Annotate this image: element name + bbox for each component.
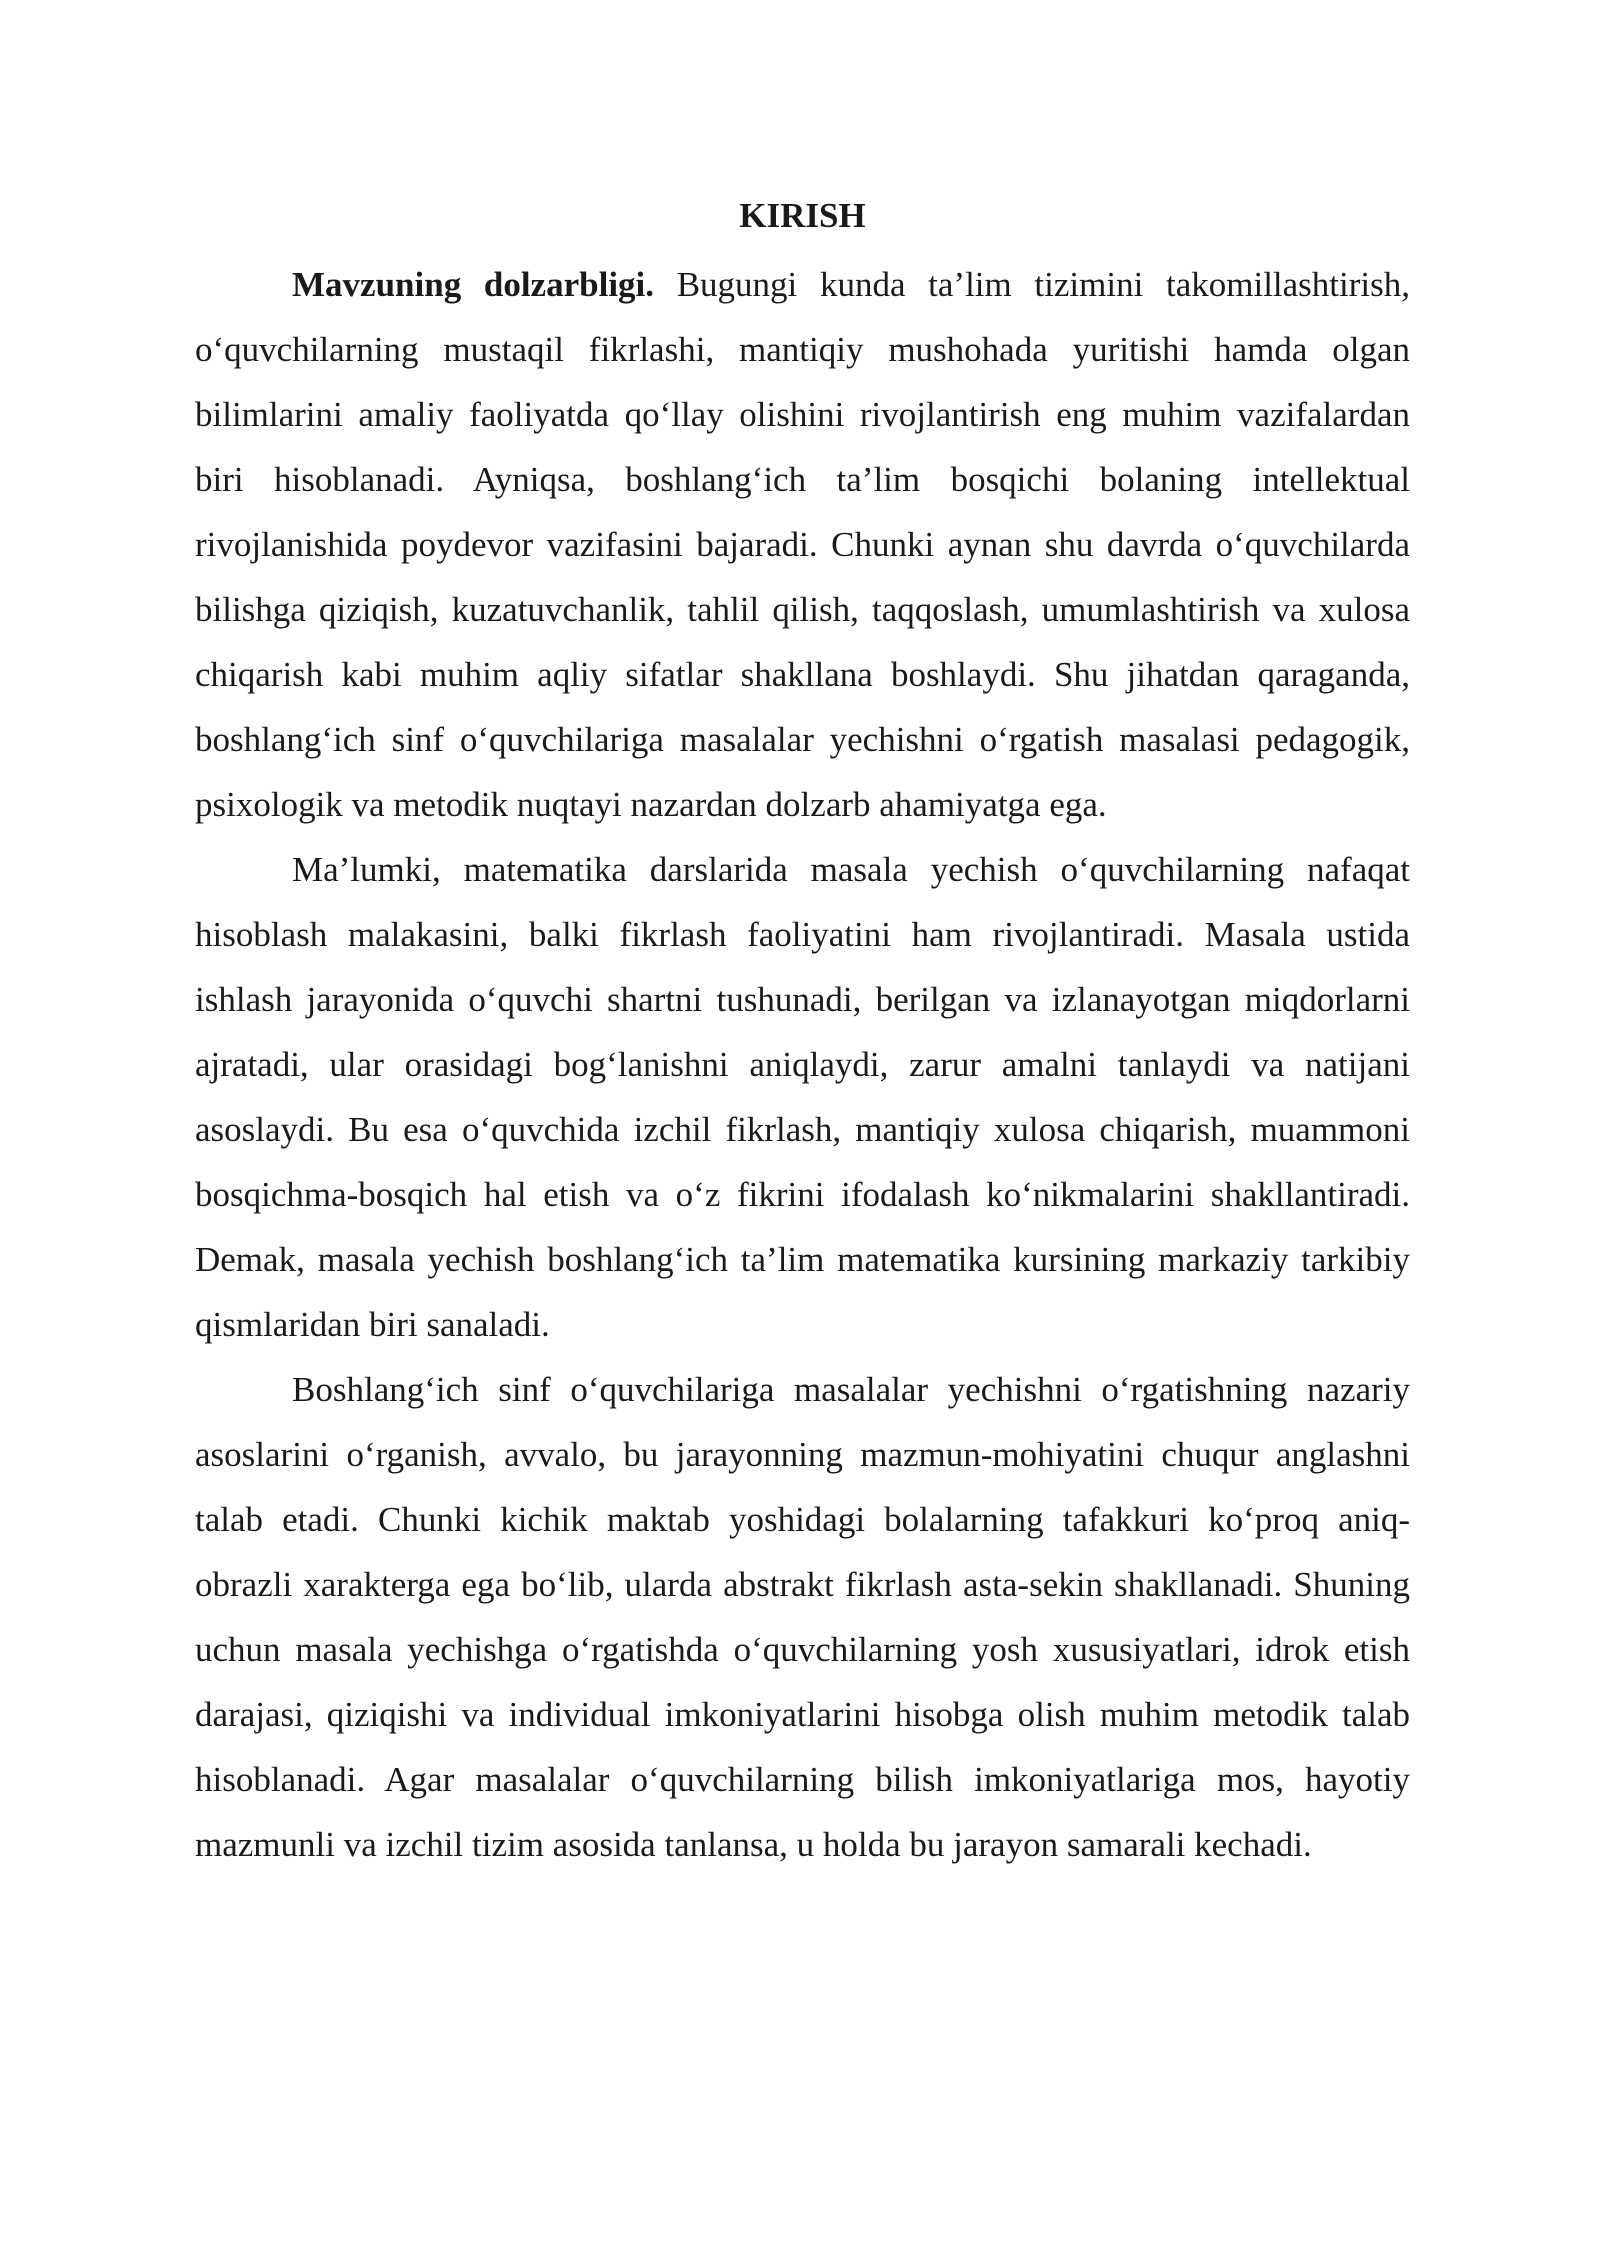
document-page xyxy=(195,190,1410,1877)
paragraph-relevance xyxy=(195,252,1410,837)
page-title: KIRISH xyxy=(739,196,866,235)
paragraph-theoretical-basis xyxy=(195,1357,1410,1877)
paragraph-lead-heading: Mavzuning dolzarbligi. xyxy=(292,265,655,304)
paragraph-text: Boshlang‘ich sinf o‘quvchilariga masalalar yechishni o‘rgatishning nazariy asoslarini o‘rganish, avvalo, bu jarayonning mazmun-mohiyatini chuqur anglashni talab etadi. Chunki kichik maktab yoshidagi bolalarning tafakkuri ko‘proq aniq-obrazli xarakterga ega bo‘lib, ularda abstrakt fikrlash asta-sekin shakllanadi. Shuning uchun masala yechishga o‘rgatishda o‘quvchilarning yosh xususiyatlari, idrok etish darajasi, qiziqishi va individual imkoniyatlarini hisobga olish muhim metodik talab hisoblanadi. Agar masalalar o‘quvchilarning bilish imkoniyatlariga mos, hayotiy mazmunli va izchil tizim asosida tanlansa, u holda bu jarayon samarali kechadi. xyxy=(195,1370,1410,1864)
paragraph-text: Bugungi kunda ta’lim tizimini takomillashtirish, o‘quvchilarning mustaqil fikrlashi, mantiqiy mushohada yuritishi hamda olgan bilimlarini amaliy faoliyatda qo‘llay olishini rivojlantirish eng muhim vazifalardan biri hisoblanadi. Ayniqsa, boshlang‘ich ta’lim bosqichi bolaning intellektual rivojlanishida poydevor vazifasini bajaradi. Chunki aynan shu davrda o‘quvchilarda bilishga qiziqish, kuzatuvchanlik, tahlil qilish, taqqoslash, umumlashtirish va xulosa chiqarish kabi muhim aqliy sifatlar shakllana boshlaydi. Shu jihatdan qaraganda, boshlang‘ich sinf o‘quvchilariga masalalar yechishni o‘rgatish masalasi pedagogik, psixologik va metodik nuqtayi nazardan dolzarb ahamiyatga ega. xyxy=(195,265,1410,824)
paragraph-text: Ma’lumki, matematika darslarida masala yechish o‘quvchilarning nafaqat hisoblash malakasini, balki fikrlash faoliyatini ham rivojlantiradi. Masala ustida ishlash jarayonida o‘quvchi shartni tushunadi, berilgan va izlanayotgan miqdorlarni ajratadi, ular orasidagi bog‘lanishni aniqlaydi, zarur amalni tanlaydi va natijani asoslaydi. Bu esa o‘quvchida izchil fikrlash, mantiqiy xulosa chiqarish, muammoni bosqichma-bosqich hal etish va o‘z fikrini ifodalash ko‘nikmalarini shakllantiradi. Demak, masala yechish boshlang‘ich ta’lim matematika kursining markaziy tarkibiy qismlaridan biri sanaladi. xyxy=(195,850,1410,1344)
paragraph-problem-solving xyxy=(195,837,1410,1357)
